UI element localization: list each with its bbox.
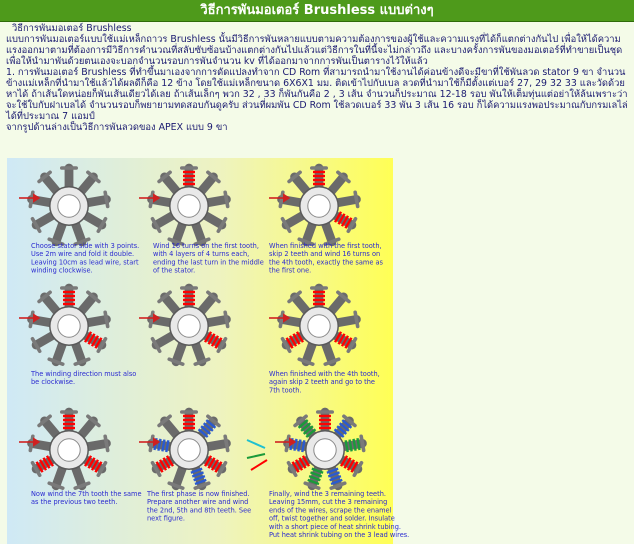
caption-line: Choose stator side with 3 points. <box>31 242 140 250</box>
caption-line: winding clockwise. <box>31 266 93 275</box>
caption-line: Prepare another wire and wind <box>147 498 249 507</box>
caption-line: The first phase is now finished. <box>147 490 250 498</box>
caption-line: with 4 layers of 4 turns each, <box>153 250 250 259</box>
caption-line: as the previous two teeth. <box>31 498 118 507</box>
caption-line: with a short piece of heat shrink tubing. <box>269 522 402 531</box>
caption-line: Finally, wind the 3 remaining teeth. <box>269 490 386 498</box>
caption-line: Put heat shrink tubing on the 3 lead wires. <box>269 531 410 539</box>
page-title: วิธีการพันมอเตอร์ Brushless แบบต่างๆ <box>200 3 434 18</box>
winding-diagram-figure <box>7 158 410 544</box>
caption-line: off, twist together and solder. Insulate <box>269 514 395 523</box>
winding-diagram <box>7 158 410 544</box>
caption-line: Wind 16 turns on the first tooth, <box>153 242 259 250</box>
item-1-note: จากรูปด้านล่างเป็นวิธีการพันลวดของ APEX แบบ 9 ขา <box>6 122 228 133</box>
caption-line: the 4th tooth, exactly the same as <box>269 258 383 267</box>
caption-line: 7th tooth. <box>269 386 302 395</box>
caption-line: Now wind the 7th tooth the same <box>31 490 142 498</box>
caption-line: next figure. <box>147 514 185 523</box>
caption-line: of the stator. <box>153 266 196 275</box>
title-bar <box>0 0 634 22</box>
caption-line: skip 2 teeth and wind 16 turns on <box>269 250 381 259</box>
caption-line: When finished with the first tooth, <box>269 242 382 250</box>
caption-line: the 2nd, 5th and 8th teeth. See <box>147 506 252 515</box>
intro-paragraph: แบบการพันมอเตอร์แบบใช้แม่เหล็กถาวร Brushless นั้นมีวิธีการพันหลายแบบตามความต้องการของผู้ใช้และความแรงที่ได้ก็แตกต่างกันไป เพื่อให้ได้ความแรงออกมาตามที่ต้องการมีวิธีการคำนวณที่สลับซับซ้อนบ้างแตกต่างกันไปแล้วแต่วิธีการในที่นี้จะไม่กล่าวถึง และบางครั้งการพันของมอเตอร์ที่ทำขายเป็นชุดเพื่อให้นำมาพันด้วยตนเองจะบอกจำนวนรอบการพันจำนวน kv ที่ได้ออกมาจากการพันเป็นตารางไว้ให้แล้ว <box>6 34 623 67</box>
article-body <box>6 23 628 133</box>
caption-line: be clockwise. <box>31 378 76 387</box>
section-subheading: วิธีการพันมอเตอร์ Brushless <box>12 23 132 34</box>
caption-line: Leaving 10cm as lead wire, start <box>31 258 139 267</box>
caption-line: When finished with the 4th tooth, <box>269 370 380 378</box>
caption-line: ends of the wires, scrape the enamel <box>269 506 392 515</box>
caption-line: ending the last turn in the middle <box>153 258 264 267</box>
item-1-paragraph: 1. การพันมอเตอร์ Brushless ที่ทำขึ้นมาเองจากการดัดแปลงทำจาก CD Rom ที่สามารถนำมาใช้งานได้ค่อนข้างดีจะมีขาที่ใช้พันลวด stator 9 ขา จำนวนข้างแม่เหล็กที่นำมาใช้แล้วได้ผลดีก็คือ 12 ข้าง โดยใช้แม่เหล็กขนาด 6X6X1 มม. ติดเข้าไปกับเบล ลวดที่นำมาใช้ก็มีตั้งแต่เบอร์ 27, 29 32 33 และวัดด้วยหาได้ ถ้าเส้นใดหน่อยก็พันเส้นเดียวได้เลย ถ้าเส้นเล็กๆ พวก 32 , 33 ก็พันกันคือ 2 , 3 เส้น จำนวนก็ประมาณ 12-18 รอบ พันให้เต็มทุ่นแต่อย่าให้ล้นเพราะว่าจะใช้ใบกับฝาเบลได้ จำนวนรอบก็พยายามทดสอบกันดูครับ ส่วนที่ผมพัน CD Rom ใช้ลวดเบอร์ 33 พัน 3 เส้น 16 รอบ ก็ได้ความแรงพอประมาณกับกรมเลไล่ได้ที่ประมาณ 7 แอมป์ <box>6 67 628 122</box>
caption-line: The winding direction must also <box>31 370 137 378</box>
caption-line: again skip 2 teeth and go to the <box>269 378 375 387</box>
caption-line: Use 2m wire and fold it double. <box>31 250 135 259</box>
caption-line: Leaving 15mm, cut the 3 remaining <box>269 498 388 507</box>
caption-line: the first one. <box>269 266 312 275</box>
